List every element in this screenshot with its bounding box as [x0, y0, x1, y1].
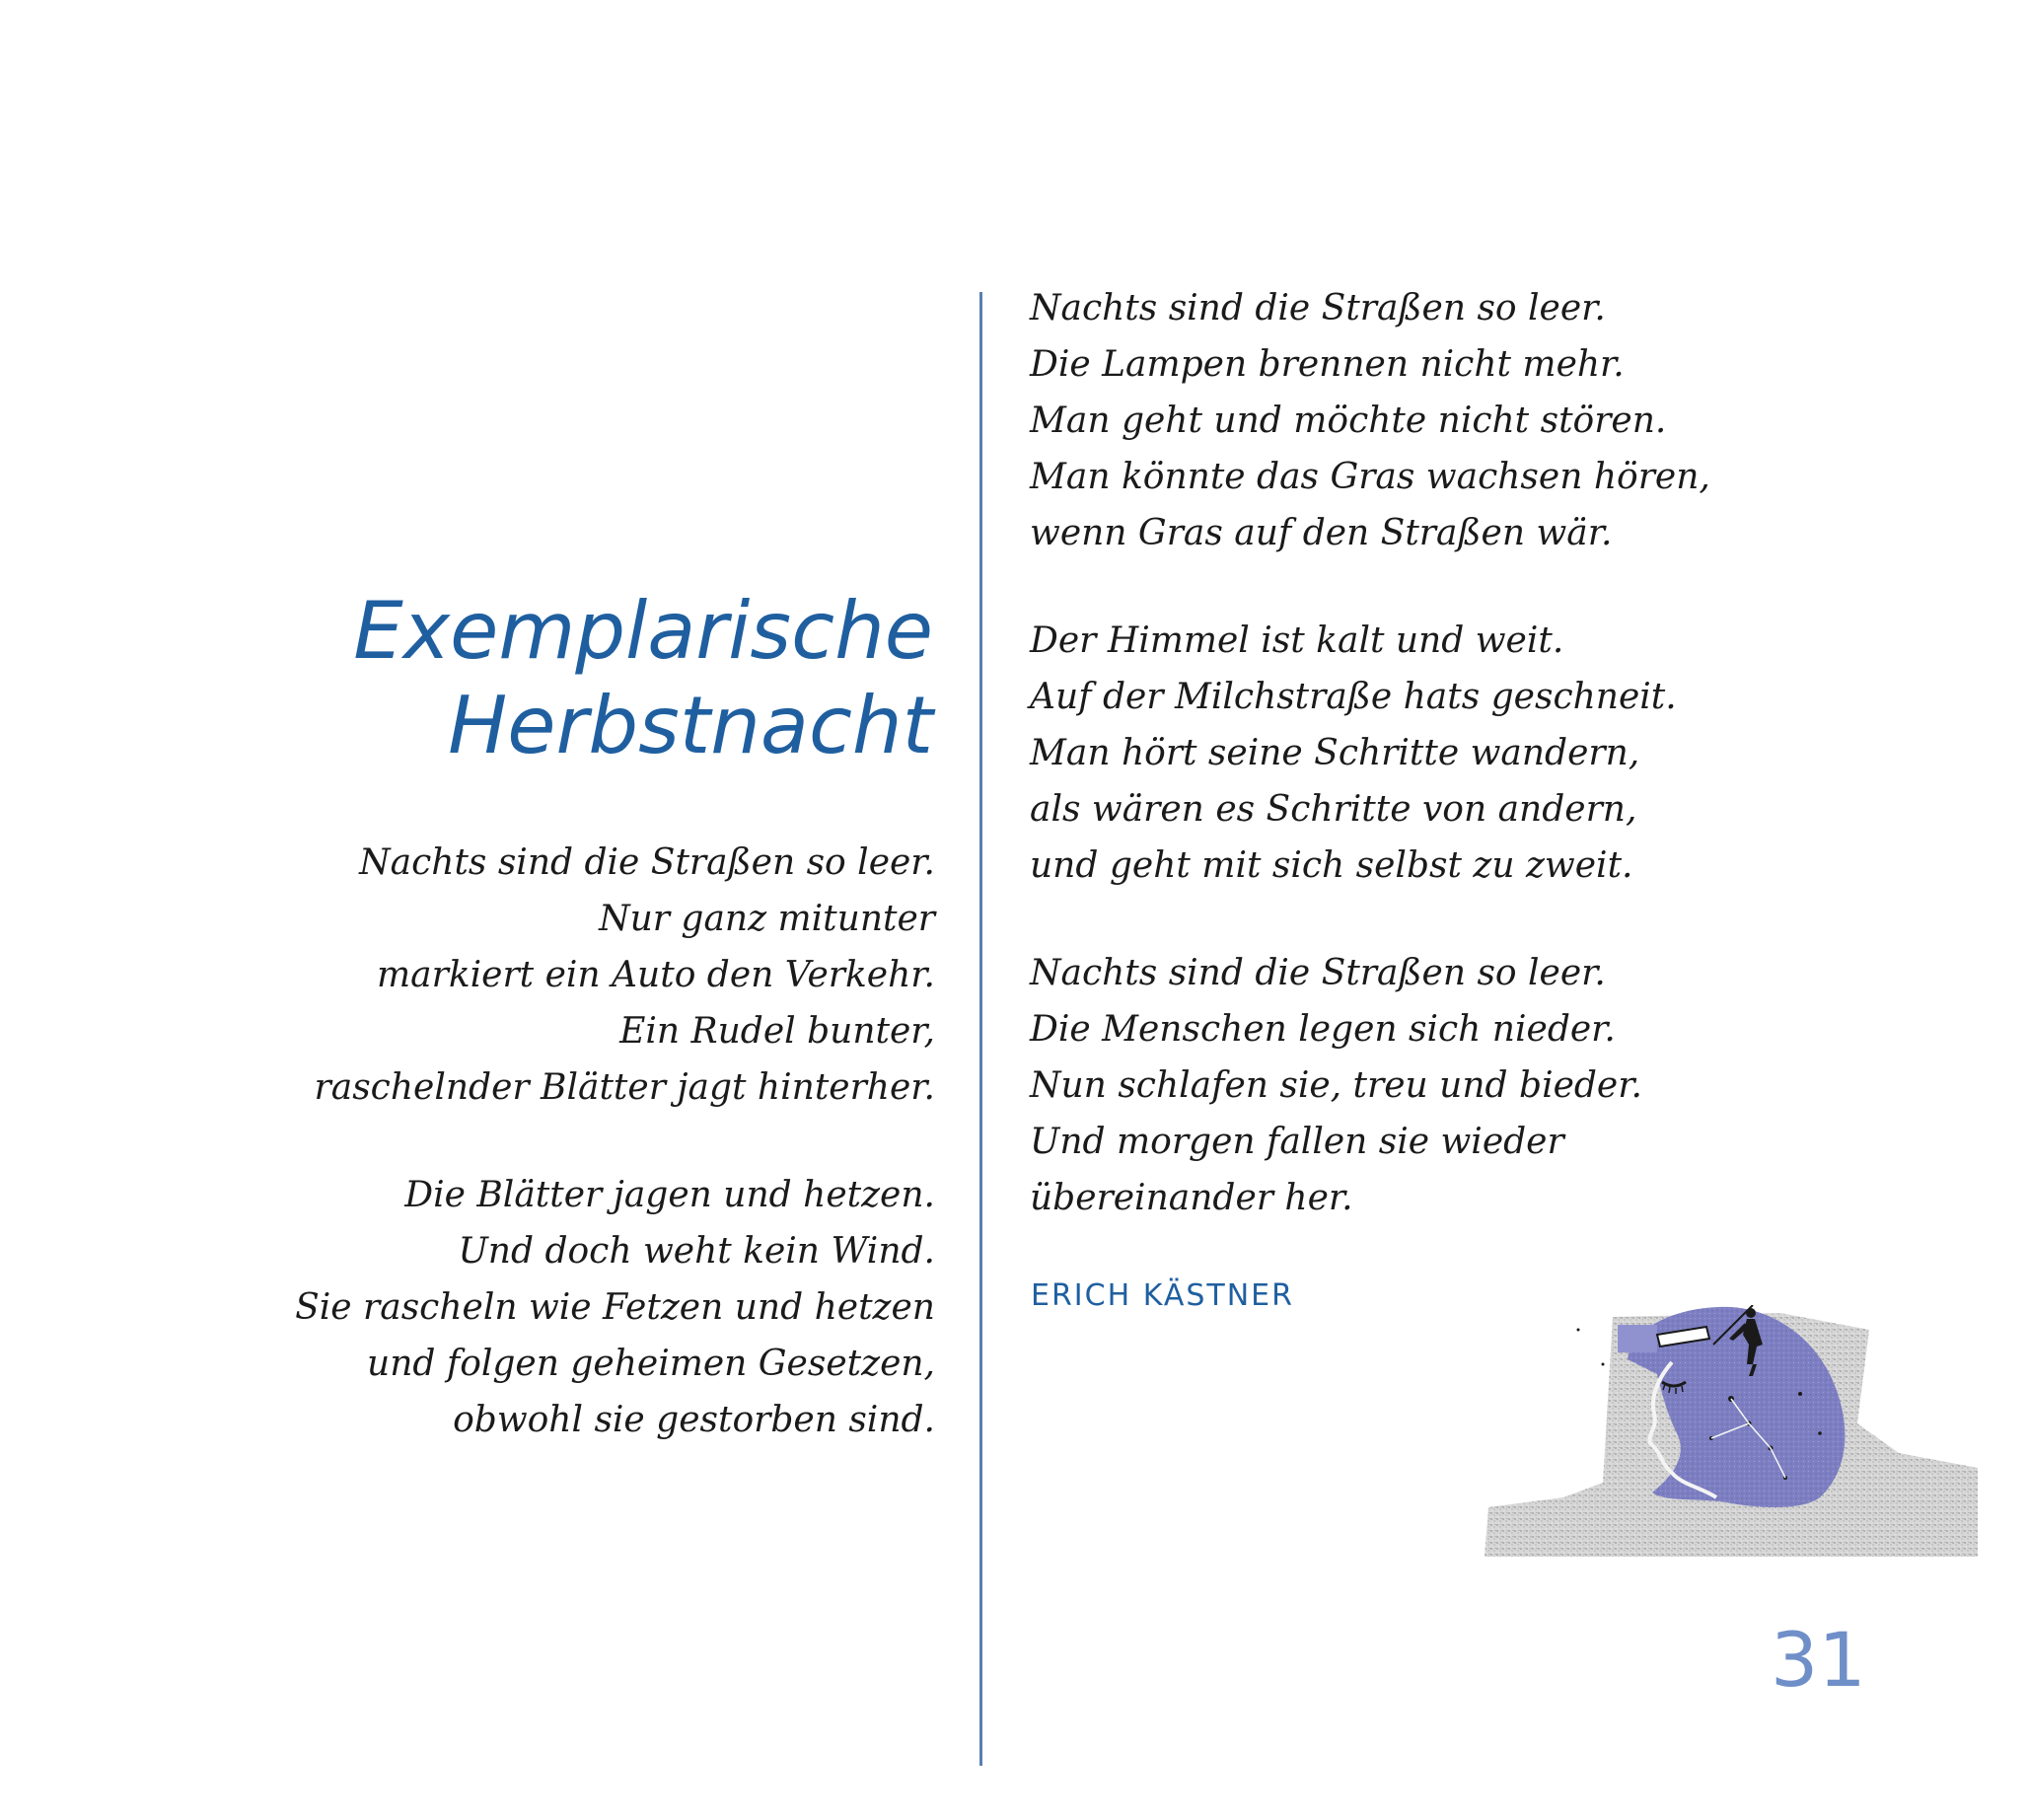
- verse-line: Die Menschen legen sich nieder.: [1030, 1009, 1616, 1050]
- verse-line: übereinander her.: [1030, 1178, 1353, 1218]
- right-stanza-2: [1030, 613, 1779, 894]
- verse-line: Und doch weht kein Wind.: [458, 1231, 935, 1272]
- right-stanza-3: [1030, 945, 1779, 1226]
- verse-line: Nur ganz mitunter: [599, 899, 935, 939]
- poem-title: [243, 584, 933, 773]
- blue-patch-shape: [1618, 1325, 1657, 1352]
- verse-line: und folgen geheimen Gesetzen,: [367, 1344, 935, 1384]
- left-stanza-2: [185, 1167, 935, 1448]
- poem-title-line-1: Exemplarische: [353, 585, 933, 677]
- verse-line: obwohl sie gestorben sind.: [453, 1400, 935, 1440]
- sleeping-face-illustration: [1485, 1305, 1978, 1557]
- verse-line: Nun schlafen sie, treu und bieder.: [1030, 1065, 1642, 1106]
- verse-line: Man könnte das Gras wachsen hören,: [1030, 457, 1710, 497]
- verse-line: Man geht und möchte nicht stören.: [1030, 400, 1667, 441]
- page-number: 31: [1771, 1616, 1866, 1704]
- verse-line: Nachts sind die Straßen so leer.: [1030, 953, 1606, 993]
- verse-line: Und morgen fallen sie wieder: [1030, 1122, 1564, 1162]
- right-stanza-1: [1030, 280, 1779, 561]
- verse-line: Der Himmel ist kalt und weit.: [1030, 620, 1564, 661]
- poem-title-line-2: Herbstnacht: [448, 680, 933, 771]
- verse-line: Man hört seine Schritte wandern,: [1030, 733, 1640, 773]
- verse-line: als wären es Schritte von andern,: [1030, 789, 1637, 830]
- author-name: ERICH KÄSTNER: [1031, 1278, 1294, 1313]
- verse-line: Nachts sind die Straßen so leer.: [1030, 288, 1606, 328]
- verse-line: Sie rascheln wie Fetzen und hetzen: [295, 1287, 935, 1328]
- left-stanza-1: [185, 835, 935, 1116]
- verse-line: Die Blätter jagen und hetzen.: [404, 1175, 935, 1215]
- verse-line: markiert ein Auto den Verkehr.: [377, 955, 935, 995]
- verse-line: Nachts sind die Straßen so leer.: [359, 842, 935, 883]
- verse-line: Ein Rudel bunter,: [619, 1011, 935, 1052]
- verse-line: Auf der Milchstraße hats geschneit.: [1030, 677, 1677, 717]
- verse-line: und geht mit sich selbst zu zweit.: [1030, 845, 1633, 886]
- column-divider: [979, 292, 982, 1766]
- verse-line: Die Lampen brennen nicht mehr.: [1030, 344, 1625, 385]
- verse-line: wenn Gras auf den Straßen wär.: [1030, 513, 1613, 553]
- verse-line: raschelnder Blätter jagt hinterher.: [314, 1067, 935, 1108]
